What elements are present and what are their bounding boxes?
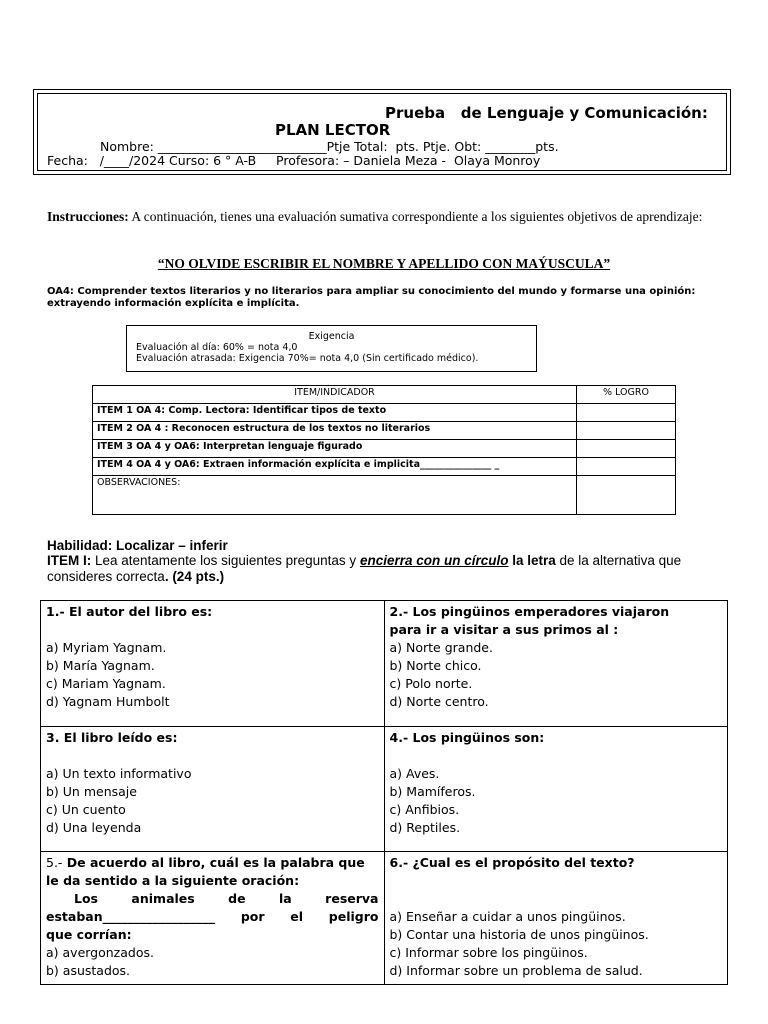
questions-table [40,600,728,985]
item-row-label: ITEM 2 OA 4 : Reconocen estructura de los textos no literarios [93,422,577,440]
achievement-cell[interactable] [577,440,676,458]
exigencia-line-2: Evaluación atrasada: Exigencia 70%= nota 4,0 (Sin certificado médico). [136,353,479,364]
option[interactable]: d) Reptiles. [389,820,461,835]
question-5-title-text: De acuerdo al libro, cuál es la palabra que [62,855,365,870]
question-5-sentence-2: estaban__________________ por el peligro [46,909,379,924]
test-subtitle: PLAN LECTOR [275,121,391,139]
achievement-cell[interactable] [577,458,676,476]
table-row [93,404,676,422]
observations-achievement-cell[interactable] [577,476,676,515]
question-5-number: 5.- [46,855,63,870]
option[interactable]: d) Una leyenda [46,820,142,835]
option[interactable]: d) Norte centro. [389,694,489,709]
option[interactable]: c) Informar sobre los pingüinos. [389,945,588,960]
question-1-title: 1.- El autor del libro es: [46,604,213,619]
option[interactable]: b) Un mensaje [46,784,137,799]
option[interactable]: a) Myriam Yagnam. [46,640,167,655]
items-indicator-table [92,385,676,515]
question-3 [41,727,385,852]
option[interactable]: c) Un cuento [46,802,126,817]
question-2-title-cont: para ir a visitar a sus primos al : [389,622,619,637]
skill-heading: Habilidad: Localizar – inferir [47,538,228,553]
option[interactable]: c) Mariam Yagnam. [46,676,166,691]
item-1-emphasis: encierra con un círculo [359,553,509,568]
instructions-label: Instrucciones: [47,209,129,224]
question-4 [384,727,728,852]
question-5-title-cont: le da sentido a la siguiente oración: [46,873,300,888]
question-5-title [46,854,379,872]
question-2 [384,601,728,727]
question-5 [41,852,385,985]
option[interactable]: a) Norte grande. [389,640,493,655]
item-row-label: ITEM 3 OA 4 y OA6: Interpretan lenguaje figurado [93,440,577,458]
question-6-title: 6.- ¿Cual es el propósito del texto? [389,855,635,870]
question-3-title: 3. El libro leído es: [46,730,178,745]
question-5-sentence-3: que corrían: [46,927,132,942]
item-1-text: Lea atentamente los siguientes preguntas y [91,553,360,568]
question-4-title: 4.- Los pingüinos son: [389,730,545,745]
exigencia-title: Exigencia [308,331,355,342]
option[interactable]: a) avergonzados. [46,945,154,960]
option[interactable]: a) Enseñar a cuidar a unos pingüinos. [389,909,626,924]
achievement-cell[interactable] [577,422,676,440]
item-row-label: ITEM 4 OA 4 y OA6: Extraen información explícita e implicita_______________ _ [93,458,577,476]
option[interactable]: b) Contar una historia de unos pingüinos. [389,927,649,942]
instructions-text: A continuación, tienes una evaluación sumativa correspondiente a los siguientes objetivos de aprendizaje: [128,209,703,224]
option[interactable]: b) asustados. [46,963,131,978]
exigencia-line-1: Evaluación al día: 60% = nota 4,0 [136,342,298,353]
test-title: Prueba de Lenguaje y Comunicación: [385,104,708,122]
instructions [47,209,721,225]
question-1 [41,601,385,727]
learning-objective: OA4: Comprender textos literarios y no literarios para ampliar su conocimiento del mundo y formarse una opinión: extrayendo información explícita e implícita. [47,286,696,309]
table-row [93,422,676,440]
item-1-instructions [47,553,727,585]
question-5-sentence-1: Los animales de la reserva [74,891,379,906]
option[interactable]: d) Informar sobre un problema de salud. [389,963,643,978]
observations-label: OBSERVACIONES: [93,476,577,515]
date-course-teacher-line: Fecha: /____/2024 Curso: 6 ° A-B Profesora: – Daniela Meza - Olaya Monroy [47,153,541,168]
item-1-letter: la letra [508,553,556,568]
name-score-line: Nombre: ___________________________Ptje Total: pts. Ptje. Obt: ________pts. [100,139,559,154]
table-row [93,440,676,458]
header-percent-achievement: % LOGRO [577,386,676,404]
table-header-row [93,386,676,404]
exigencia-box [126,325,537,372]
option[interactable]: b) María Yagnam. [46,658,155,673]
header-item-indicator: ITEM/INDICADOR [93,386,577,404]
option[interactable]: b) Norte chico. [389,658,482,673]
observations-row [93,476,676,515]
name-notice: “NO OLVIDE ESCRIBIR EL NOMBRE Y APELLIDO CON MAÝUSCULA” [157,256,611,271]
item-row-label: ITEM 1 OA 4: Comp. Lectora: Identificar tipos de texto [93,404,577,422]
option[interactable]: d) Yagnam Humbolt [46,694,170,709]
item-1-label: ITEM I: [47,553,92,568]
item-1-text-2: de la alternativa que consideres correcta [47,553,682,584]
option[interactable]: a) Un texto informativo [46,766,192,781]
table-row [93,458,676,476]
option[interactable]: a) Aves. [389,766,440,781]
option[interactable]: b) Mamíferos. [389,784,476,799]
question-6 [384,852,728,985]
option[interactable]: c) Polo norte. [389,676,473,691]
item-1-points: . (24 pts.) [164,569,225,584]
option[interactable]: c) Anfibios. [389,802,460,817]
question-2-title: 2.- Los pingüinos emperadores viajaron [389,604,670,619]
achievement-cell[interactable] [577,404,676,422]
